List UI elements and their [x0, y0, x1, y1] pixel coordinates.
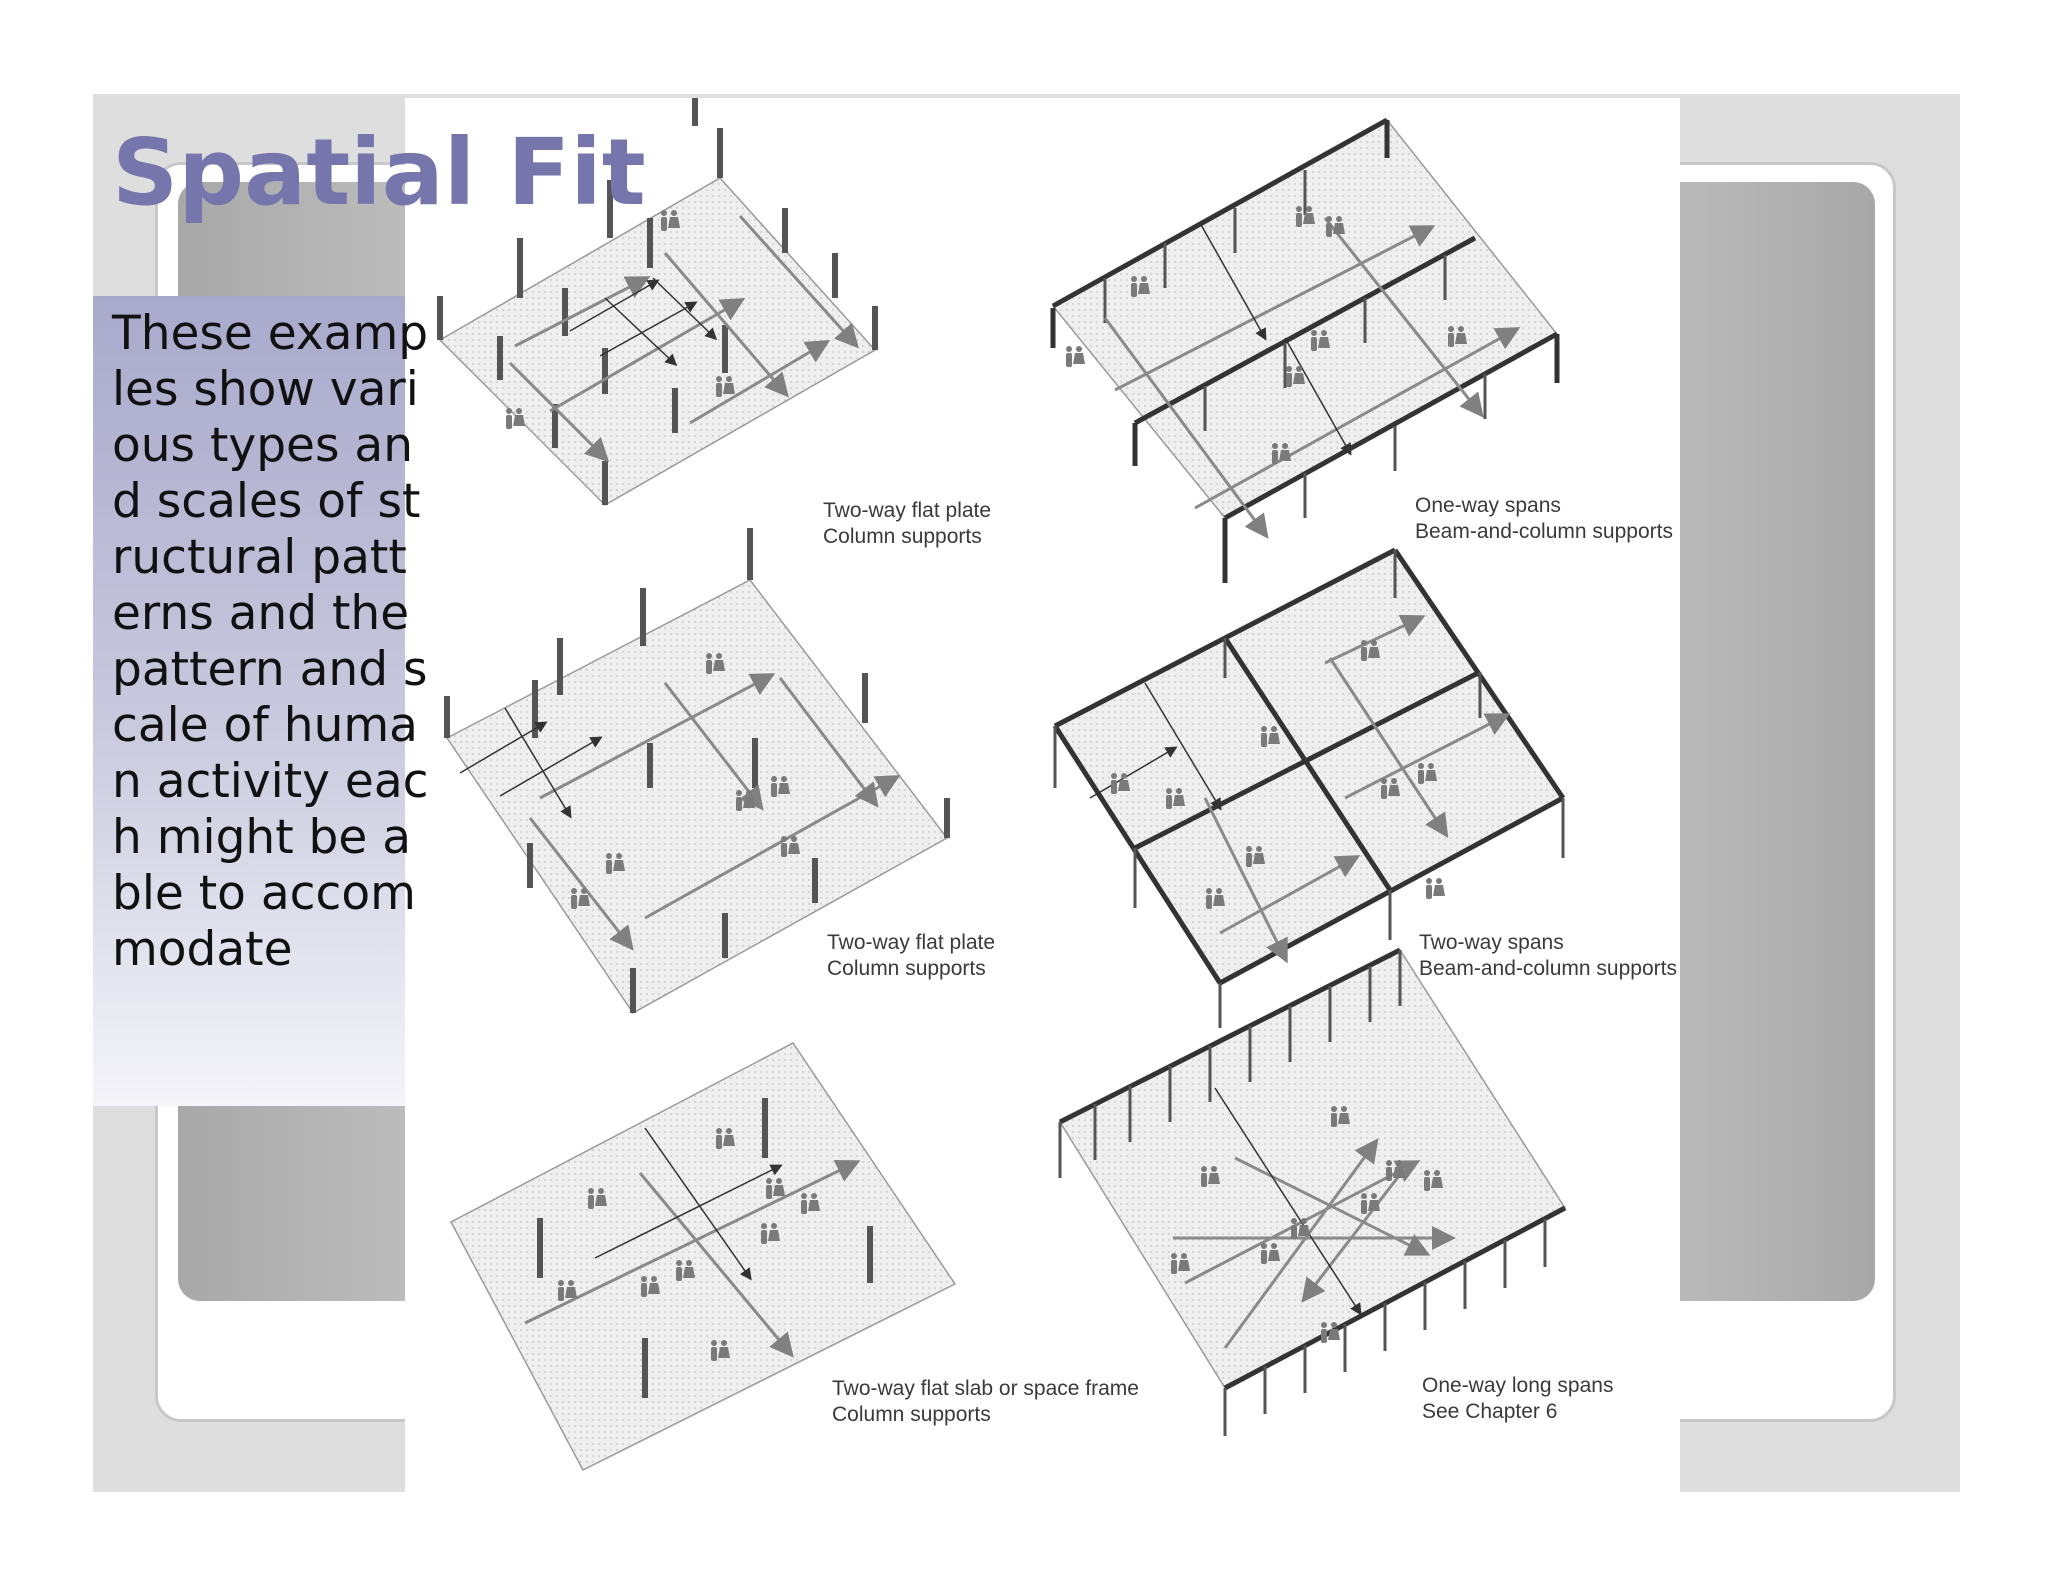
structural-patterns-figure [405, 98, 1680, 1492]
panel-one-way-spans [1053, 120, 1673, 583]
panel-2-caption-line-2: Beam-and-column supports [1415, 520, 1673, 543]
panel-4-caption-line-1: Two-way spans [1419, 931, 1564, 954]
structural-patterns-diagram [405, 98, 1680, 1492]
panel-4-caption-line-2: Beam-and-column supports [1419, 957, 1677, 980]
panel-5-caption-line-2: Column supports [832, 1403, 991, 1426]
panel-5-caption-line-1: Two-way flat slab or space frame [832, 1377, 1139, 1400]
panel-2-caption-line-1: One-way spans [1415, 494, 1561, 517]
slide-body-text: These examples show various types and scales of structural patterns and the pattern and scale of human activity each might be able to accommodate [112, 306, 429, 977]
floor-plate [1060, 950, 1565, 1388]
panel-6-caption-line-2: See Chapter 6 [1422, 1400, 1558, 1423]
panel-6-caption-line-1: One-way long spans [1422, 1374, 1614, 1397]
panel-one-way-long-spans [1060, 950, 1613, 1436]
panel-3-caption-line-2: Column supports [827, 957, 986, 980]
panel-1-caption-line-2: Column supports [823, 525, 982, 548]
panel-1-caption-line-1: Two-way flat plate [823, 499, 992, 522]
panel-3-caption-line-1: Two-way flat plate [827, 931, 996, 954]
panel-two-way-flat-plate-2 [447, 528, 995, 1013]
panel-two-way-spans [1055, 550, 1677, 1028]
slide-title: Spatial Fit [112, 119, 646, 226]
panel-flat-slab-space-frame [451, 1043, 1139, 1470]
